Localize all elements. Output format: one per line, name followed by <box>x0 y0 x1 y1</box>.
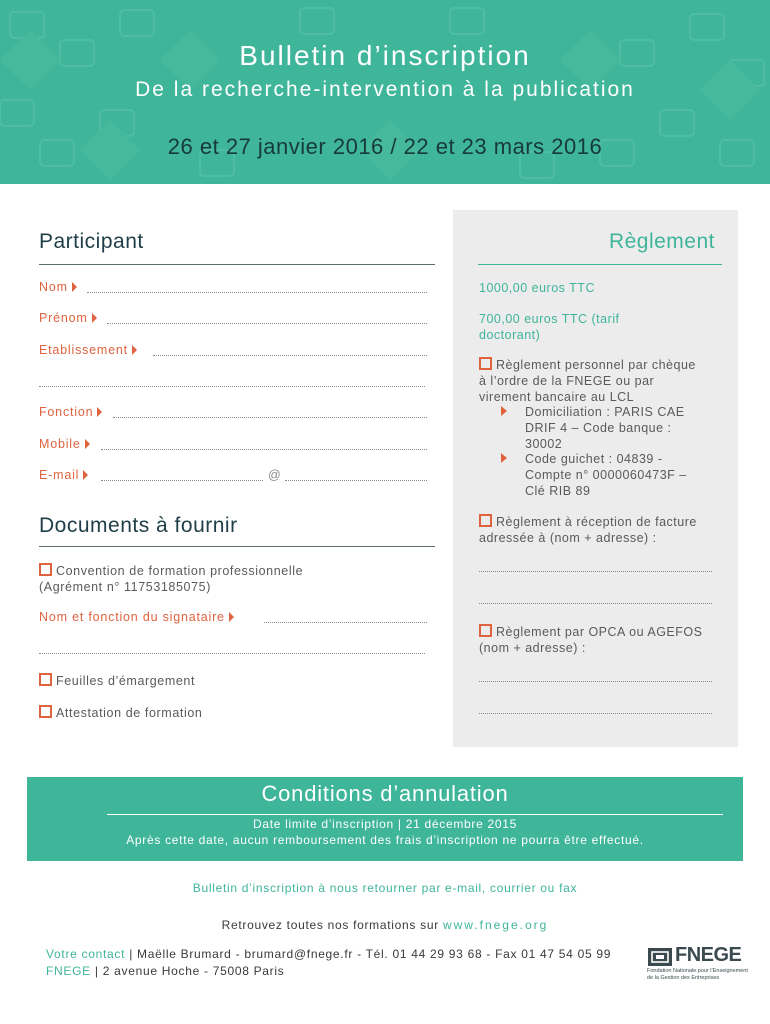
opca-address-line1[interactable] <box>479 681 712 682</box>
bank-domiciliation: Domiciliation : PARIS CAE DRIF 4 – Code banque : 30002 <box>525 405 685 451</box>
arrow-icon <box>132 345 137 355</box>
arrow-icon <box>229 612 234 622</box>
option-facture[interactable]: Règlement à réception de facture adressée à (nom + adresse) : <box>479 515 697 545</box>
org-label: FNEGE <box>46 964 91 978</box>
arrow-icon <box>92 313 97 323</box>
checkbox-icon[interactable] <box>39 705 52 718</box>
bullet-arrow-icon <box>501 406 507 416</box>
address-line: FNEGE | 2 avenue Hoche - 75008 Paris <box>46 964 285 978</box>
fnege-logo-icon <box>647 947 673 967</box>
checkbox-icon[interactable] <box>39 673 52 686</box>
logo-wordmark: FNEGE <box>675 944 742 966</box>
etablissement-field-line2[interactable] <box>39 386 425 387</box>
logo-tagline: Fondation Nationale pour l’Enseignement de la Gestion des Entreprises <box>647 968 748 981</box>
checkbox-icon[interactable] <box>479 357 492 370</box>
documents-title: Documents à fournir <box>39 514 238 537</box>
conditions-refund-note: Après cette date, aucun remboursement des frais d’inscription ne pourra être effectué. <box>126 833 644 847</box>
formations-line: Retrouvez toutes nos formations sur www.fnege.org <box>221 918 549 932</box>
form-title: Bulletin d’inscription <box>239 40 531 71</box>
conditions-title: Conditions d’annulation <box>261 781 509 806</box>
price-doctorant: 700,00 euros TTC (tarif doctorant) <box>479 312 620 342</box>
arrow-icon <box>85 439 90 449</box>
opca-address-line2[interactable] <box>479 713 712 714</box>
contact-line: Votre contact | Maëlle Brumard - brumard@fnege.fr - Tél. 01 44 29 93 68 - Fax 01 47 54 05 99 <box>46 947 612 961</box>
nom-label: Nom <box>39 280 77 294</box>
fonction-label: Fonction <box>39 405 102 419</box>
option-cheque[interactable]: Règlement personnel par chèque à l’ordre de la FNEGE ou par virement bancaire au LCL <box>479 358 696 404</box>
mobile-field[interactable] <box>101 449 427 450</box>
return-note: Bulletin d’inscription à nous retourner par e-mail, courrier ou fax <box>192 881 578 895</box>
bank-account: Code guichet : 04839 - Compte n° 0000060473F – Clé RIB 89 <box>525 452 687 498</box>
etablissement-field[interactable] <box>153 355 427 356</box>
form-subtitle: De la recherche-intervention à la publication <box>135 78 635 101</box>
reglement-panel <box>453 210 738 747</box>
attestation-option[interactable]: Attestation de formation <box>39 705 202 721</box>
contact-label: Votre contact <box>46 947 126 961</box>
checkbox-icon[interactable] <box>39 563 52 576</box>
nom-field[interactable] <box>87 292 427 293</box>
reglement-title: Règlement <box>608 230 715 253</box>
signataire-label: Nom et fonction du signataire <box>39 610 234 624</box>
feuilles-option[interactable]: Feuilles d’émargement <box>39 673 195 689</box>
reglement-rule <box>478 264 722 265</box>
session-dates: 26 et 27 janvier 2016 / 22 et 23 mars 2016 <box>167 134 603 159</box>
arrow-icon <box>72 282 77 292</box>
checkbox-icon[interactable] <box>479 514 492 527</box>
email-at-sign: @ <box>268 468 282 482</box>
email-domain-field[interactable] <box>285 480 427 481</box>
conditions-deadline: Date limite d’inscription | 21 décembre 2015 <box>252 817 518 831</box>
facture-address-line2[interactable] <box>479 603 712 604</box>
email-label: E-mail <box>39 468 88 482</box>
bullet-arrow-icon <box>501 453 507 463</box>
price-standard: 1000,00 euros TTC <box>479 281 595 295</box>
arrow-icon <box>83 470 88 480</box>
website-link[interactable]: www.fnege.org <box>442 918 549 932</box>
conditions-box <box>27 777 743 861</box>
fnege-logo <box>647 944 757 984</box>
prenom-label: Prénom <box>39 311 97 325</box>
fonction-field[interactable] <box>113 417 427 418</box>
signataire-field[interactable] <box>264 622 427 623</box>
arrow-icon <box>97 407 102 417</box>
facture-address-line1[interactable] <box>479 571 712 572</box>
header-banner <box>0 0 770 184</box>
conditions-rule <box>107 814 723 815</box>
signataire-field-line2[interactable] <box>39 653 425 654</box>
prenom-field[interactable] <box>107 323 427 324</box>
documents-rule <box>39 546 435 547</box>
email-user-field[interactable] <box>101 480 263 481</box>
mobile-label: Mobile <box>39 437 90 451</box>
participant-rule <box>39 264 435 265</box>
convention-option[interactable]: Convention de formation professionnelle (Agrément n° 11753185075) <box>39 564 304 594</box>
option-opca[interactable]: Règlement par OPCA ou AGEFOS (nom + adresse) : <box>479 625 703 655</box>
participant-title: Participant <box>39 230 144 253</box>
checkbox-icon[interactable] <box>479 624 492 637</box>
etablissement-label: Etablissement <box>39 343 137 357</box>
